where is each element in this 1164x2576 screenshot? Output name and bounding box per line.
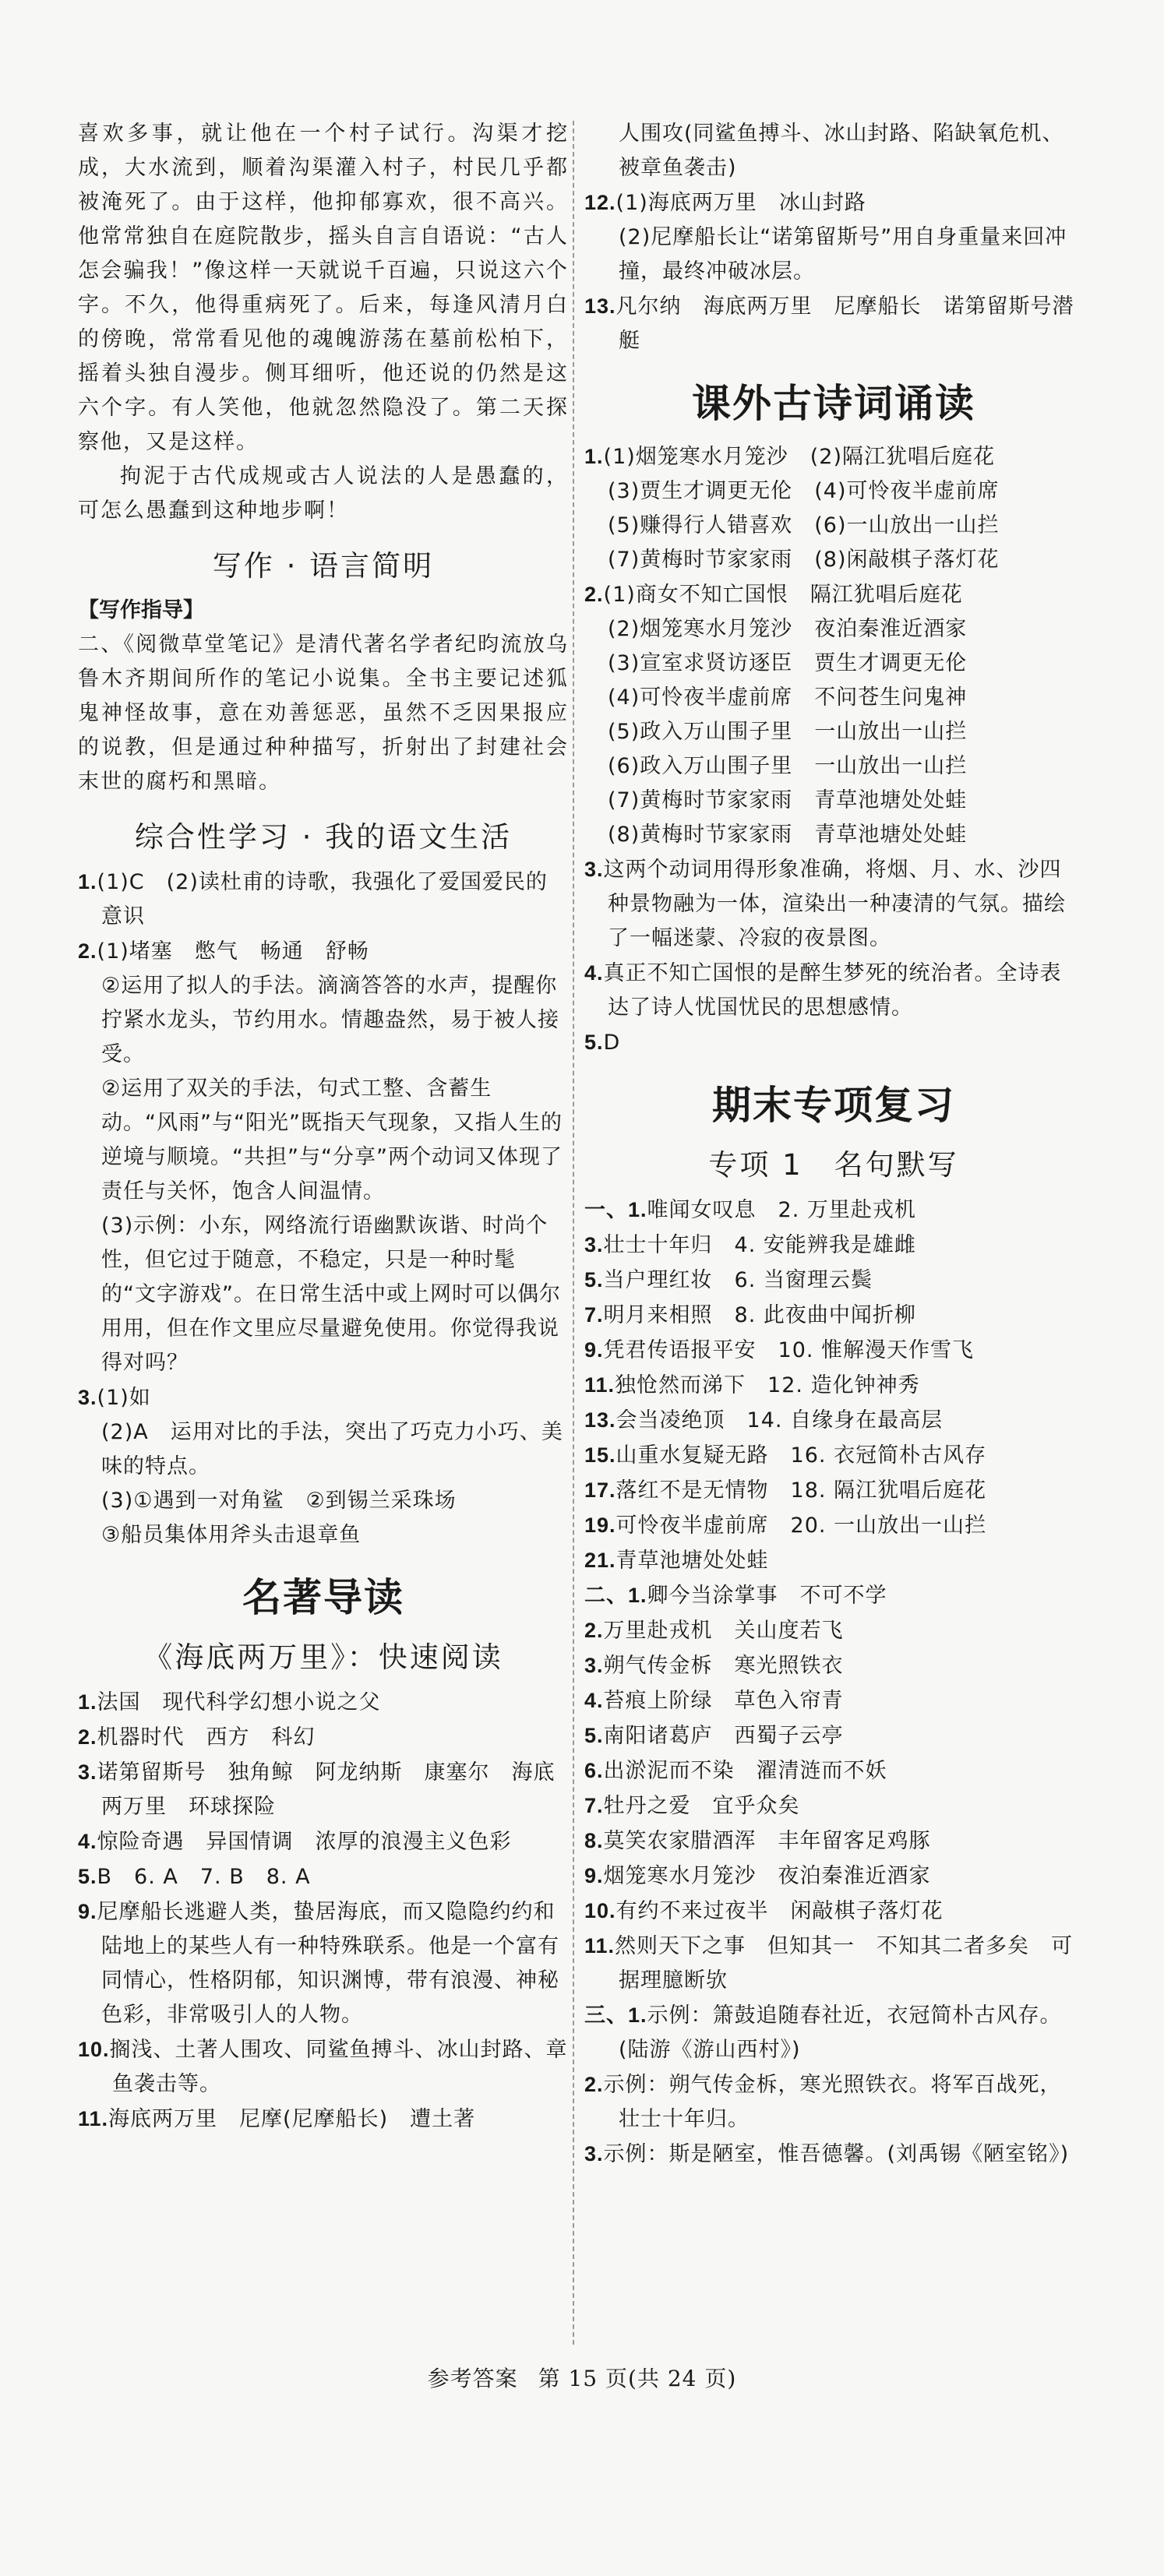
left-column <box>78 117 577 2137</box>
section-heading-comprehensive: 综合性学习 · 我的语文生活 <box>134 820 513 854</box>
quote-answer-item: 9.凭君传语报平安 10. 惟解漫天作雪飞 <box>584 1338 975 1362</box>
quote-answer-item: 5.当户理红妆 6. 当窗理云鬓 <box>584 1268 873 1292</box>
writing-guide-text: 二、《阅微草堂笔记》是清代著名学者纪昀流放乌鲁木齐期间所作的笔记小说集。全书主要记述狐鬼神怪故事，意在劝善惩恶，虽然不乏因果报应的说教，但是通过种种描写，折射出了封建社会末世的腐朽和黑暗。 <box>78 633 569 794</box>
answer-item: 1.(1)烟笼寒水月笼沙 (2)隔江犹唱后庭花 <box>584 445 996 469</box>
quote-answer-item: 13.会当凌绝顶 14. 自缘身在最高层 <box>584 1408 944 1432</box>
answer-item: 2.(1)商女不知亡国恨 隔江犹唱后庭花 <box>584 583 963 607</box>
answer-subitem: (6)政入万山围子里 一山放出一山拦 <box>608 754 968 778</box>
answer-item: 10.搁浅、土著人围攻、同鲨鱼搏斗、冰山封路、章鱼袭击等。 <box>78 2038 568 2096</box>
section-heading-poetry: 课外古诗词诵读 <box>692 380 975 426</box>
answer-item: 5.D <box>584 1031 621 1055</box>
answer-item: 4.真正不知亡国恨的是醉生梦死的统治者。全诗表达了诗人忧国忧民的思想感情。 <box>584 961 1062 1020</box>
answer-item: 12.(1)海底两万里 冰山封路 <box>584 191 866 215</box>
answer-subitem: (2)尼摩船长让“诺第留斯号”用自身重量来回冲撞，最终冲破冰层。 <box>619 225 1067 284</box>
quote-answer-item: 11.然则天下之事 但知其一 不知其二者多矣 可据理臆断欤 <box>584 1934 1074 1993</box>
quote-answer-item: 8.莫笑农家腊酒浑 丰年留客足鸡豚 <box>584 1829 931 1853</box>
quote-answer-item: 3.示例：斯是陋室，惟吾德馨。(刘禹锡《陋室铭》) <box>584 2142 1070 2166</box>
answer-subitem: ③船员集体用斧头击退章鱼 <box>101 1523 362 1547</box>
answer-subitem: (5)政入万山围子里 一山放出一山拦 <box>608 720 968 744</box>
story-paragraph: 喜欢多事，就让他在一个村子试行。沟渠才挖成，大水流到，顺着沟渠灌入村子，村民几乎都被淹死了。由于这样，他抑郁寡欢，很不高兴。他常常独自在庭院散步，摇头自言自语说：“古人怎会骗我！”像这样一天就说千百遍，只说这六个字。不久，他得重病死了。后来，每逢风清月白的傍晚，常常看见他的魂魄游荡在墓前松柏下，摇着头独自漫步。侧耳细听，他还说的仍然是这六个字。有人笑他，他就忽然隐没了。第二天探察他，又是这样。 <box>78 122 569 454</box>
quotes-part-one <box>584 1193 1083 1578</box>
answer-item: 3.这两个动词用得形象准确，将烟、月、水、沙四种景物融为一体，渲染出一种凄清的气氛。描绘了一幅迷蒙、冷寂的夜景图。 <box>584 858 1066 950</box>
quote-answer-item: 3.壮士十年归 4. 安能辨我是雄雌 <box>584 1233 916 1257</box>
answer-subitem: (7)黄梅时节家家雨 青草池塘处处蛙 <box>608 788 968 812</box>
subsection-heading-book: 《海底两万里》：快速阅读 <box>143 1640 503 1674</box>
quotes-part-three <box>584 1998 1083 2172</box>
moral-paragraph: 拘泥于古代成规或古人说法的人是愚蠢的，可怎么愚蠢到这种地步啊！ <box>78 464 569 523</box>
quote-answer-item: 19.可怜夜半虚前席 20. 一山放出一山拦 <box>584 1514 987 1538</box>
quote-answer-item: 11.独怆然而涕下 12. 造化钟神秀 <box>584 1373 920 1397</box>
answer-subitem: (3)贾生才调更无伦 (4)可怜夜半虚前席 <box>608 479 1000 503</box>
quote-answer-item: 5.南阳诸葛庐 西蜀子云亭 <box>584 1724 844 1748</box>
quote-answer-item: 二、1.卿今当涂掌事 不可不学 <box>584 1584 887 1608</box>
column-divider <box>573 121 574 2345</box>
quote-answer-item: 10.有约不来过夜半 闲敲棋子落灯花 <box>584 1899 944 1923</box>
quotes-part-two <box>584 1578 1083 1998</box>
quote-answer-item: 4.苔痕上阶绿 草色入帘青 <box>584 1689 844 1713</box>
answer-item: 4.惊险奇遇 异国情调 浓厚的浪漫主义色彩 <box>78 1830 512 1854</box>
answer-item: 3.诺第留斯号 独角鲸 阿龙纳斯 康塞尔 海底 两万里 环球探险 <box>78 1760 577 1819</box>
answer-subitem: (7)黄梅时节家家雨 (8)闲敲棋子落灯花 <box>608 548 1000 572</box>
quote-answer-item: 7.牡丹之爱 宜乎众矣 <box>584 1794 800 1818</box>
answer-subitem: (8)黄梅时节家家雨 青草池塘处处蛙 <box>608 823 968 847</box>
answer-subitem: (3)①遇到一对角鲨 ②到锡兰采珠场 <box>101 1489 457 1513</box>
quote-answer-item: 7.明月来相照 8. 此夜曲中闻折柳 <box>584 1303 916 1327</box>
quote-answer-item: 15.山重水复疑无路 16. 衣冠简朴古风存 <box>584 1443 987 1468</box>
quote-answer-item: 21.青草池塘处处蛙 <box>584 1549 769 1573</box>
quote-answer-item: 三、1.示例：箫鼓追随春社近，衣冠简朴古风存。(陆游《游山西村》) <box>584 2003 1062 2062</box>
answer-item: 5.B 6. A 7. B 8. A <box>78 1865 311 1889</box>
section-heading-writing: 写作 · 语言简明 <box>212 549 435 583</box>
quote-answer-item: 2.示例：朔气传金柝，寒光照铁衣。将军百战死，壮士十年归。 <box>584 2073 1062 2131</box>
quote-answer-item: 3.朔气传金柝 寒光照铁衣 <box>584 1654 844 1678</box>
answer-item: 1.(1)C (2)读杜甫的诗歌，我强化了爱国爱民的意识 <box>78 870 548 929</box>
answer-subitem: (3)示例：小东，网络流行语幽默诙谐、时尚个性，但它过于随意，不稳定，只是一种时髦的“文字游戏”。在日常生活中或上网时可以偶尔用用，但在作文里应尽量避免使用。你觉得我说得对吗？ <box>101 1214 561 1375</box>
answer-subitem: (3)宣室求贤访逐臣 贾生才调更无伦 <box>608 651 968 675</box>
answer-item: 3.(1)如 <box>78 1386 151 1410</box>
answer-subitem: (2)烟笼寒水月笼沙 夜泊秦淮近酒家 <box>608 617 968 641</box>
answer-item: 11.海底两万里 尼摩(尼摩船长) 遭土著 <box>78 2107 476 2131</box>
answer-item: 9.尼摩船长逃避人类，蛰居海底，而又隐隐约约和陆地上的某些人有一种特殊联系。他是一个富有同情心，性格阴郁，知识渊博，带有浪漫、神秘色彩，非常吸引人的人物。 <box>78 1900 559 2027</box>
answer-continuation: 人围攻(同鲨鱼搏斗、冰山封路、陷缺氧危机、被章鱼袭击) <box>619 122 1064 180</box>
page-number: 第 15 页(共 24 页) <box>538 2366 737 2391</box>
answer-item: 2.机器时代 西方 科幻 <box>78 1725 316 1750</box>
answer-item: 13.凡尔纳 海底两万里 尼摩船长 诺第留斯号潜艇 <box>584 294 1074 353</box>
answer-item: 1.法国 现代科学幻想小说之父 <box>78 1690 381 1714</box>
answer-subitem: (2)A 运用对比的手法，突出了巧克力小巧、美味的特点。 <box>101 1420 563 1478</box>
subsection-heading-quotes: 专项 1 名句默写 <box>708 1148 959 1182</box>
page-footer <box>0 2362 1164 2393</box>
footer-label: 参考答案 <box>427 2366 518 2391</box>
section-heading-classics: 名著导读 <box>242 1574 404 1620</box>
right-column <box>584 117 1083 2172</box>
answer-subitem: (4)可怜夜半虚前席 不问苍生问鬼神 <box>608 685 968 710</box>
writing-guide-label: 【写作指导】 <box>78 598 204 622</box>
quote-answer-item: 9.烟笼寒水月笼沙 夜泊秦淮近酒家 <box>584 1864 931 1888</box>
answer-subitem: ②运用了拟人的手法。滴滴答答的水声，提醒你拧紧水龙头，节约用水。情趣盎然，易于被人接受。 <box>101 974 559 1066</box>
section-heading-final-review: 期末专项复习 <box>712 1082 955 1128</box>
quote-answer-item: 2.万里赴戎机 关山度若飞 <box>584 1619 844 1643</box>
quote-answer-item: 一、1.唯闻女叹息 2. 万里赴戎机 <box>584 1198 916 1222</box>
answer-subitem: ②运用了双关的手法，句式工整、含蓄生动。“风雨”与“阳光”既指天气现象，又指人生的逆境与顺境。“共担”与“分享”两个动词又体现了责任与关怀，饱含人间温情。 <box>101 1077 563 1203</box>
answer-item: 2.(1)堵塞 憋气 畅通 舒畅 <box>78 939 369 964</box>
quote-answer-item: 6.出淤泥而不染 濯清涟而不妖 <box>584 1759 887 1783</box>
answer-subitem: (5)赚得行人错喜欢 (6)一山放出一山拦 <box>608 513 1000 537</box>
quote-answer-item: 17.落红不是无情物 18. 隔江犹唱后庭花 <box>584 1478 987 1503</box>
